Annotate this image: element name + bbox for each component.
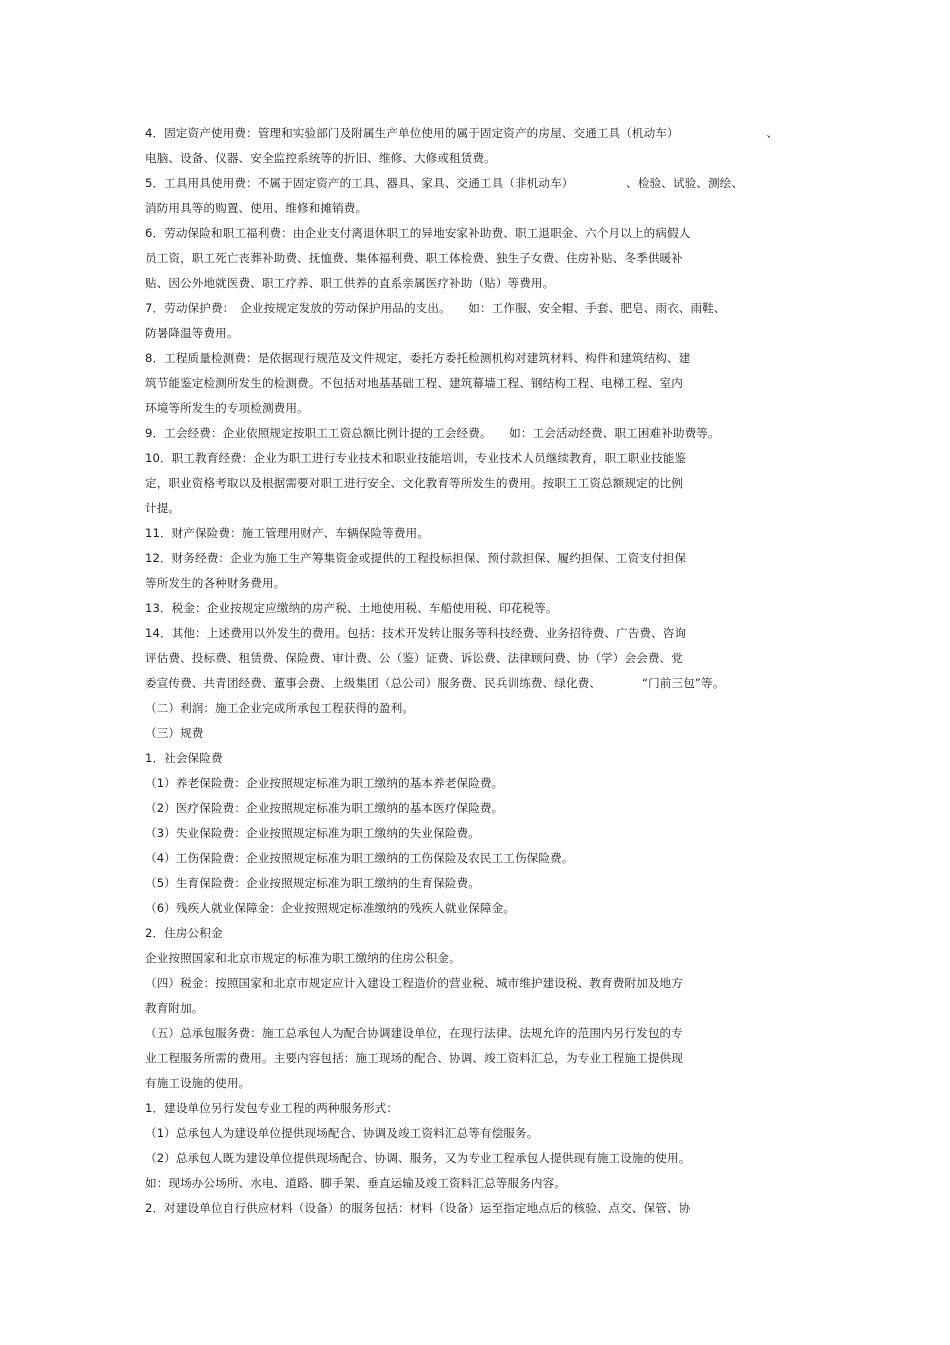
text-line: 委宣传费、共青团经费、董事会费、上级集团（总公司）服务费、民兵训练费、绿化费、 “门前三包”等。 (145, 676, 725, 690)
text-line: 2．住房公积金 (145, 926, 223, 940)
text-line: 1．建设单位另行发包专业工程的两种服务形式： (145, 1101, 399, 1115)
text-line: （二）利润：施工企业完成所承包工程获得的盈利。 (145, 701, 414, 715)
text-line: 环境等所发生的专项检测费用。 (145, 401, 309, 415)
text-line: 12．财务经费：企业为施工生产筹集资金或提供的工程投标担保、预付款担保、履约担保、工资支付担保 (145, 551, 687, 565)
text-line: 业工程服务所需的费用。主要内容包括：施工现场的配合、协调、竣工资料汇总，为专业工程施工提供现 (145, 1051, 683, 1065)
text-line: 教育附加。 (145, 1001, 204, 1015)
text-line: （6）残疾人就业保障金：企业按照规定标准缴纳的残疾人就业保障金。 (145, 901, 515, 915)
text-line: （4）工伤保险费：企业按照规定标准为职工缴纳的工伤保险及农民工工伤保险费。 (145, 851, 574, 865)
text-line: 企业按照国家和北京市规定的标准为职工缴纳的住房公积金。 (145, 951, 461, 965)
text-line: 8．工程质量检测费：是依据现行规范及文件规定，委托方委托检测机构对建筑材料、构件和建筑结构、建 (145, 351, 691, 365)
text-line: 11．财产保险费：施工管理用财产、车辆保险等费用。 (145, 526, 429, 540)
text-line: 筑节能鉴定检测所发生的检测费。不包括对地基基础工程、建筑幕墙工程、钢结构工程、电梯工程、室内 (145, 376, 683, 390)
text-line: 7．劳动保护费： 企业按规定发放的劳动保护用品的支出。 如：工作服、安全帽、手套、肥皂、雨衣、雨鞋、 (145, 301, 726, 315)
text-line: （5）生育保险费：企业按照规定标准为职工缴纳的生育保险费。 (145, 876, 480, 890)
text-line: 电脑、设备、仪器、安全监控系统等的折旧、维修、大修或租赁费。 (145, 151, 496, 165)
text-line: （1）养老保险费：企业按照规定标准为职工缴纳的基本养老保险费。 (145, 776, 504, 790)
text-line: 6．劳动保险和职工福利费：由企业支付离退休职工的异地安家补助费、职工退职金、六个月以上的病假人 (145, 226, 691, 240)
text-line: 员工资，职工死亡丧葬补助费、抚恤费、集体福利费、职工体检费、独生子女费、住房补贴、冬季供暖补 (145, 251, 683, 265)
text-line: 5．工具用具使用费：不属于固定资产的工具、器具、家具、交通工具（非机动车） 、检验、试验、测绘、 (145, 176, 744, 190)
text-line: （2）医疗保险费：企业按照规定标准为职工缴纳的基本医疗保险费。 (145, 801, 504, 815)
text-line: 评估费、投标费、租赁费、保险费、审计费、公（鉴）证费、诉讼费、法律顾问费、协（学）会会费、党 (145, 651, 683, 665)
text-line: 14．其他：上述费用以外发生的费用。包括：技术开发转让服务等科技经费、业务招待费、广告费、咨询 (145, 626, 687, 640)
text-line: （五）总承包服务费：施工总承包人为配合协调建设单位，在现行法律、法规允许的范围内另行发包的专 (145, 1026, 683, 1040)
text-line: 消防用具等的购置、使用、维修和摊销费。 (145, 201, 368, 215)
text-line: （3）失业保险费：企业按照规定标准为职工缴纳的失业保险费。 (145, 826, 480, 840)
text-line: 13．税金：企业按规定应缴纳的房产税、土地使用税、车船使用税、印花税等。 (145, 601, 558, 615)
text-line: 等所发生的各种财务费用。 (145, 576, 286, 590)
text-line: （1）总承包人为建设单位提供现场配合、协调及竣工资料汇总等有偿服务。 (145, 1126, 539, 1140)
text-line: 计提。 (145, 501, 181, 515)
text-line: （四）税金：按照国家和北京市规定应计入建设工程造价的营业税、城市维护建设税、教育费附加及地方 (145, 976, 683, 990)
text-line: 贴、因公外地就医费、职工疗养、职工供养的直系亲属医疗补助（贴）等费用。 (145, 276, 555, 290)
text-line: 2．对建设单位自行供应材料（设备）的服务包括：材料（设备）运至指定地点后的核验、点交、保管、协 (145, 1201, 691, 1215)
text-line: （2）总承包人既为建设单位提供现场配合、协调、服务，又为专业工程承包人提供现有施工设施的使用。 (145, 1151, 691, 1165)
document-body (145, 121, 805, 1221)
text-line: 如：现场办公场所、水电、道路、脚手架、垂直运输及竣工资料汇总等服务内容。 (145, 1176, 566, 1190)
text-line: 4．固定资产使用费：管理和实验部门及附属生产单位使用的属于固定资产的房屋、交通工具（机动车） 、 (145, 126, 779, 140)
text-line: 定，职业资格考取以及根据需要对职工进行安全、文化教育等所发生的费用。按职工工资总额规定的比例 (145, 476, 683, 490)
text-line: 9．工会经费：企业依照规定按职工工资总额比例计提的工会经费。 如：工会活动经费、职工困难补助费等。 (145, 426, 720, 440)
text-line: 10．职工教育经费：企业为职工进行专业技术和职业技能培训，专业技术人员继续教育，职工职业技能鉴 (145, 451, 687, 465)
text-line: 防暑降温等费用。 (145, 326, 239, 340)
text-line: 1．社会保险费 (145, 751, 223, 765)
text-line: （三）规费 (145, 726, 204, 740)
text-line: 有施工设施的使用。 (145, 1076, 251, 1090)
